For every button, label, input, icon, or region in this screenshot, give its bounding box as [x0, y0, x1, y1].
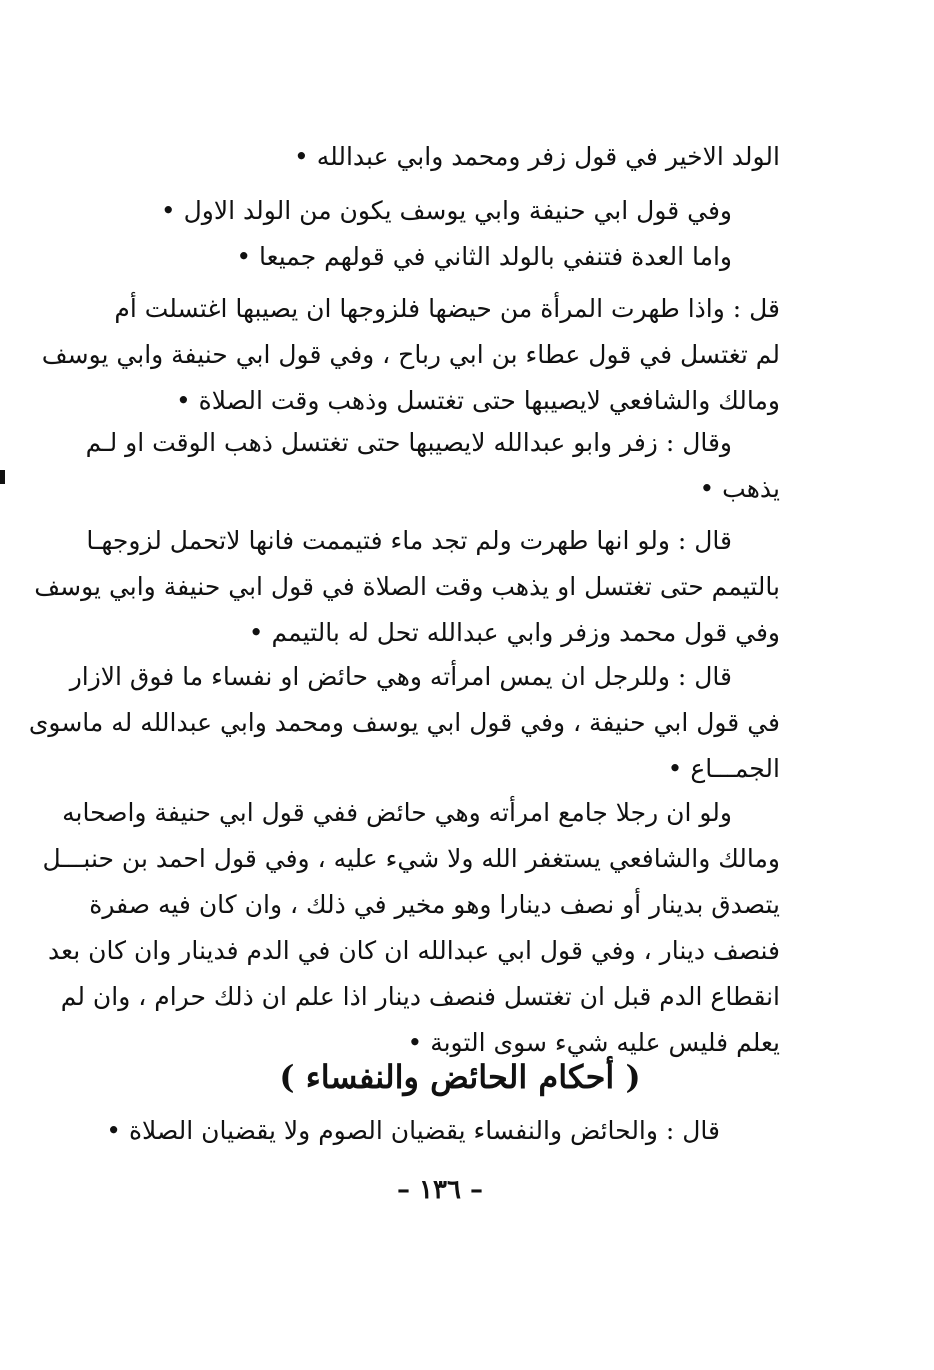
text-line: ومالك والشافعي لايصيبها حتى تغتسل وذهب وقت الصلاة •: [175, 386, 780, 415]
text-line: قال : ولو انها طهرت ولم تجد ماء فتيممت فانها لاتحمل لزوجهـا: [86, 526, 732, 555]
section-title: ( أحكام الحائض والنفساء ): [279, 1058, 641, 1096]
text-line: قل : واذا طهرت المرأة من حيضها فلزوجها ان يصيبها اغتسلت أم: [114, 294, 780, 323]
text-line: الجمـــاع •: [667, 754, 780, 783]
text-line: قال : وللرجل ان يمس امرأته وهي حائض او نفساء ما فوق الازار: [69, 662, 732, 691]
text-line: ولو ان رجلا جامع امرأته وهي حائض ففي قول ابي حنيفة واصحابه: [62, 798, 732, 827]
text-line: قال : والحائض والنفساء يقضيان الصوم ولا يقضيان الصلاة •: [106, 1116, 720, 1145]
page-number: – ١٣٦ –: [396, 1175, 484, 1205]
text-line: الولد الاخير في قول زفر ومحمد وابي عبدالله •: [294, 142, 780, 171]
text-line: يذهب •: [699, 474, 780, 503]
text-line: وقال : زفر وابو عبدالله لايصيبها حتى تغتسل ذهب الوقت او لـم: [85, 428, 732, 457]
text-line: ومالك والشافعي يستغفر الله ولا شيء عليه ، وفي قول احمد بن حنبـــل: [42, 844, 780, 873]
text-line: بالتيمم حتى تغتسل او يذهب وقت الصلاة في قول ابي حنيفة وابي يوسف: [34, 572, 780, 601]
text-line: لم تغتسل في قول عطاء بن ابي رباح ، وفي قول ابي حنيفة وابي يوسف: [41, 340, 780, 369]
paragraph-p6: [28, 654, 780, 792]
paragraph-p2: [128, 188, 780, 280]
text-line: يتصدق بدينار أو نصف دينارا وهو مخير في ذلك ، وان كان فيه صفرة: [89, 890, 780, 919]
paragraph-p1: [128, 134, 780, 180]
paragraph-p8: [106, 1108, 780, 1154]
text-line: واما العدة فتنفي بالولد الثاني في قولهم جميعا •: [236, 242, 732, 271]
scan-edge-mark: [0, 470, 5, 484]
paragraph-p3: [41, 286, 780, 424]
text-line: في قول ابي حنيفة ، وفي قول ابي يوسف ومحمد وابي عبدالله له ماسوى: [28, 708, 780, 737]
text-line: يعلم فليس عليه شيء سوى التوبة •: [407, 1028, 780, 1057]
paragraph-p4: [85, 420, 780, 512]
text-line: انقطاع الدم قبل ان تغتسل فنصف دينار اذا علم ان ذلك حرام ، وان لم: [60, 982, 780, 1011]
text-line: وفي قول ابي حنيفة وابي يوسف يكون من الولد الاول •: [160, 196, 732, 225]
text-line: وفي قول محمد وزفر وابي عبدالله تحل له بالتيمم •: [248, 618, 780, 647]
paragraph-p5: [34, 518, 780, 656]
paragraph-p7: [42, 790, 780, 1066]
text-line: فنصف دينار ، وفي قول ابي عبدالله ان كان في الدم فدينار وان كان بعد: [48, 936, 780, 965]
